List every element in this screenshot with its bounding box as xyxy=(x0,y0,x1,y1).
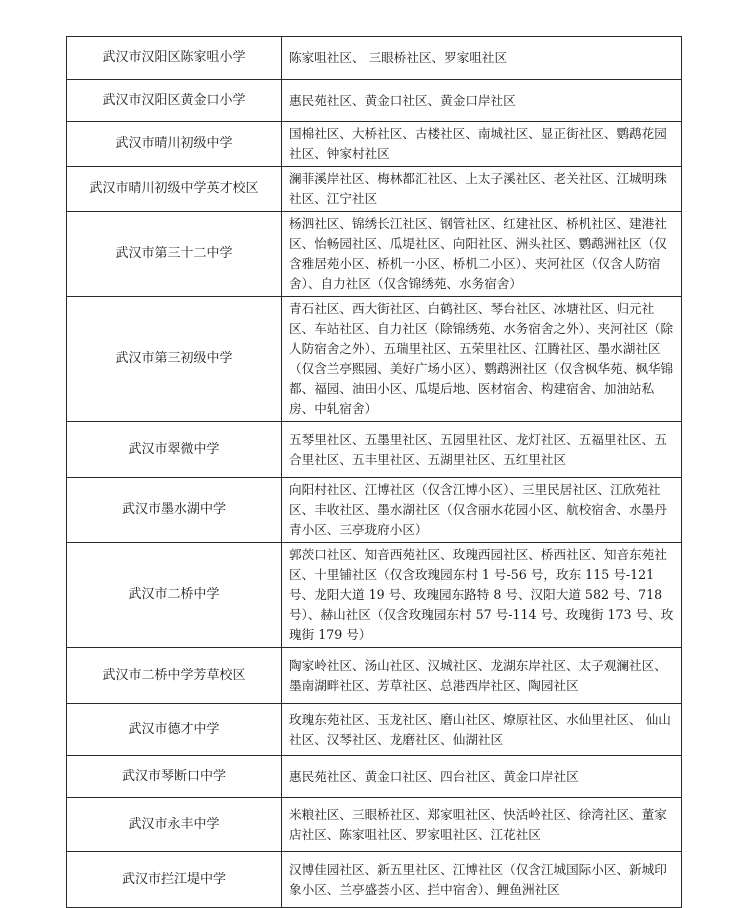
school-name-cell: 武汉市二桥中学芳草校区 xyxy=(67,648,282,704)
school-name-cell: 武汉市拦江堤中学 xyxy=(67,852,282,908)
district-list-cell: 陶家岭社区、汤山社区、汉城社区、龙湖东岸社区、太子观澜社区、墨南湖畔社区、芳草社区、总港西岸社区、陶园社区 xyxy=(282,648,682,704)
school-name-cell: 武汉市德才中学 xyxy=(67,704,282,756)
table-row xyxy=(67,297,682,422)
school-name-cell: 武汉市第三初级中学 xyxy=(67,297,282,422)
school-name-cell: 武汉市琴断口中学 xyxy=(67,756,282,798)
district-list-cell: 澜菲溪岸社区、梅林都汇社区、上太子溪社区、老关社区、江城明珠社区、江宁社区 xyxy=(282,167,682,212)
table-row xyxy=(67,212,682,297)
district-list-cell: 青石社区、西大街社区、白鹤社区、琴台社区、冰塘社区、归元社区、车站社区、自力社区（除锦绣苑、水务宿舍之外）、夹河社区（除人防宿舍之外）、五瑞里社区、五荣里社区、江腾社区、墨水湖社区（仅含兰亭熙园、美好广场小区）、鹦鹉洲社区（仅含枫华苑、枫华锦都、福园、油田小区、瓜堤后地、医材宿舍、构建宿舍、加油站私房、中轧宿舍） xyxy=(282,297,682,422)
table-row xyxy=(67,37,682,80)
district-list-cell: 向阳村社区、江博社区（仅含江博小区）、三里民居社区、江欣苑社区、丰收社区、墨水湖社区（仅含丽水花园小区、航校宿舍、水墨丹青小区、三亭珑府小区） xyxy=(282,478,682,543)
school-name-cell: 武汉市第三十二中学 xyxy=(67,212,282,297)
district-list-cell: 惠民苑社区、黄金口社区、黄金口岸社区 xyxy=(282,80,682,122)
school-district-table xyxy=(66,36,682,908)
district-list-cell: 玫瑰东苑社区、玉龙社区、磨山社区、燎原社区、水仙里社区、 仙山社区、汉琴社区、龙磨社区、仙湖社区 xyxy=(282,704,682,756)
district-list-cell: 国棉社区、大桥社区、古楼社区、南城社区、显正街社区、鹦鹉花园社区、钟家村社区 xyxy=(282,122,682,167)
school-district-table-container xyxy=(66,36,682,908)
table-row xyxy=(67,478,682,543)
district-list-cell: 郭茨口社区、知音西苑社区、玫瑰西园社区、桥西社区、知音东苑社区、十里铺社区（仅含玫瑰园东村 1 号-56 号，玫东 115 号-121 号、龙阳大道 19 号、玫瑰园东路特 8 号、汉阳大道 582 号、718 号）、赫山社区（仅含玫瑰园东村 57 号-114 号、玫瑰街 173 号、玫瑰街 179 号） xyxy=(282,543,682,648)
table-row xyxy=(67,422,682,478)
school-name-cell: 武汉市二桥中学 xyxy=(67,543,282,648)
table-row xyxy=(67,798,682,852)
district-list-cell: 汉博佳园社区、新五里社区、江博社区（仅含江城国际小区、新城印象小区、兰亭盛荟小区、拦中宿舍）、鲤鱼洲社区 xyxy=(282,852,682,908)
school-name-cell: 武汉市永丰中学 xyxy=(67,798,282,852)
school-name-cell: 武汉市墨水湖中学 xyxy=(67,478,282,543)
table-row xyxy=(67,167,682,212)
school-name-cell: 武汉市翠微中学 xyxy=(67,422,282,478)
district-list-cell: 五琴里社区、五墨里社区、五园里社区、龙灯社区、五福里社区、五合里社区、五丰里社区、五湖里社区、五红里社区 xyxy=(282,422,682,478)
school-name-cell: 武汉市汉阳区陈家咀小学 xyxy=(67,37,282,80)
school-name-cell: 武汉市晴川初级中学英才校区 xyxy=(67,167,282,212)
table-row xyxy=(67,543,682,648)
district-list-cell: 陈家咀社区、 三眼桥社区、罗家咀社区 xyxy=(282,37,682,80)
district-list-cell: 惠民苑社区、黄金口社区、四台社区、黄金口岸社区 xyxy=(282,756,682,798)
school-name-cell: 武汉市汉阳区黄金口小学 xyxy=(67,80,282,122)
table-row xyxy=(67,704,682,756)
school-name-cell: 武汉市晴川初级中学 xyxy=(67,122,282,167)
table-row xyxy=(67,756,682,798)
table-row xyxy=(67,852,682,908)
district-list-cell: 米粮社区、三眼桥社区、郑家咀社区、快活岭社区、徐湾社区、董家店社区、陈家咀社区、罗家咀社区、江花社区 xyxy=(282,798,682,852)
district-list-cell: 杨泗社区、锦绣长江社区、钢管社区、红建社区、桥机社区、建港社区、怡畅园社区、瓜堤社区、向阳社区、洲头社区、鹦鹉洲社区（仅含雅居苑小区、桥机一小区、桥机二小区）、夹河社区（仅含人防宿舍）、自力社区（仅含锦绣苑、水务宿舍） xyxy=(282,212,682,297)
table-row xyxy=(67,80,682,122)
table-row xyxy=(67,122,682,167)
table-row xyxy=(67,648,682,704)
